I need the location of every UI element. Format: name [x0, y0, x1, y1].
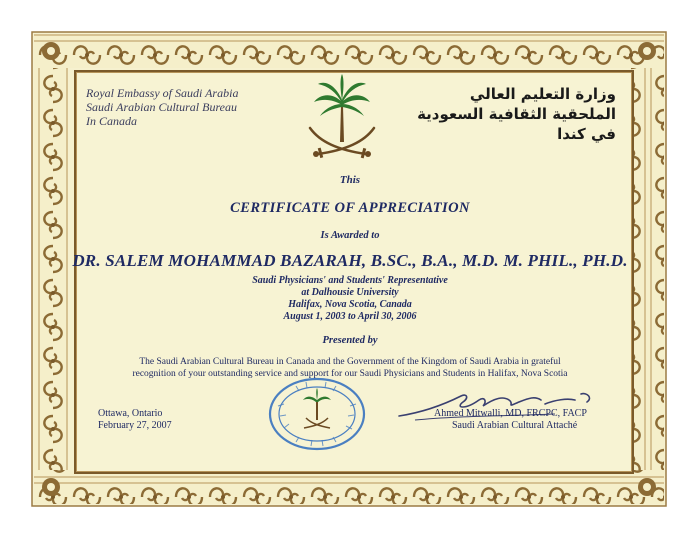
arabic-line-country: في كندا: [557, 125, 616, 143]
recipient-university: at Dalhousie University: [301, 287, 399, 298]
org-line-country: In Canada: [86, 114, 137, 128]
issue-date: February 27, 2007: [98, 420, 172, 431]
english-organization-header: [86, 86, 286, 128]
saudi-palm-swords-emblem-icon: [302, 72, 382, 166]
recipient-name: DR. SALEM MOHAMMAD BAZARAH, B.SC., B.A., M.D. M. PHIL., PH.D.: [72, 251, 628, 270]
org-line-bureau: Saudi Arabian Cultural Bureau: [86, 100, 238, 114]
presented-by-label: Presented by: [322, 335, 378, 346]
certificate-intro: This: [339, 174, 361, 186]
issue-place-date: [98, 408, 172, 432]
signer-block: [434, 408, 587, 432]
signer-title: Saudi Arabian Cultural Attaché: [452, 420, 578, 431]
org-line-embassy: Royal Embassy of Saudi Arabia: [86, 86, 239, 100]
issue-place: Ottawa, Ontario: [98, 408, 163, 419]
recipient-location: Halifax, Nova Scotia, Canada: [288, 299, 412, 310]
arabic-line-bureau: الملحقية الثقافية السعودية: [417, 105, 616, 123]
signer-name: Ahmed Mitwalli, MD, FRCPC, FACP: [434, 408, 587, 419]
cultural-bureau-seal-icon: [266, 376, 368, 452]
certificate-title: CERTIFICATE OF APPRECIATION: [230, 200, 470, 216]
service-period: August 1, 2003 to April 30, 2006: [283, 311, 417, 322]
awarded-to-label: Is Awarded to: [320, 230, 380, 241]
arabic-line-ministry: وزارة التعليم العالي: [469, 85, 616, 103]
arabic-organization-header: [408, 84, 616, 144]
statement-line-2: recognition of your outstanding service and support for our Saudi Physicians and Students in Halifax, Nova Scotia: [132, 369, 568, 379]
statement-line-1: The Saudi Arabian Cultural Bureau in Canada and the Government of the Kingdom of Saudi Arabia in grateful: [139, 357, 561, 367]
recipient-role: Saudi Physicians' and Students' Representative: [252, 275, 448, 286]
